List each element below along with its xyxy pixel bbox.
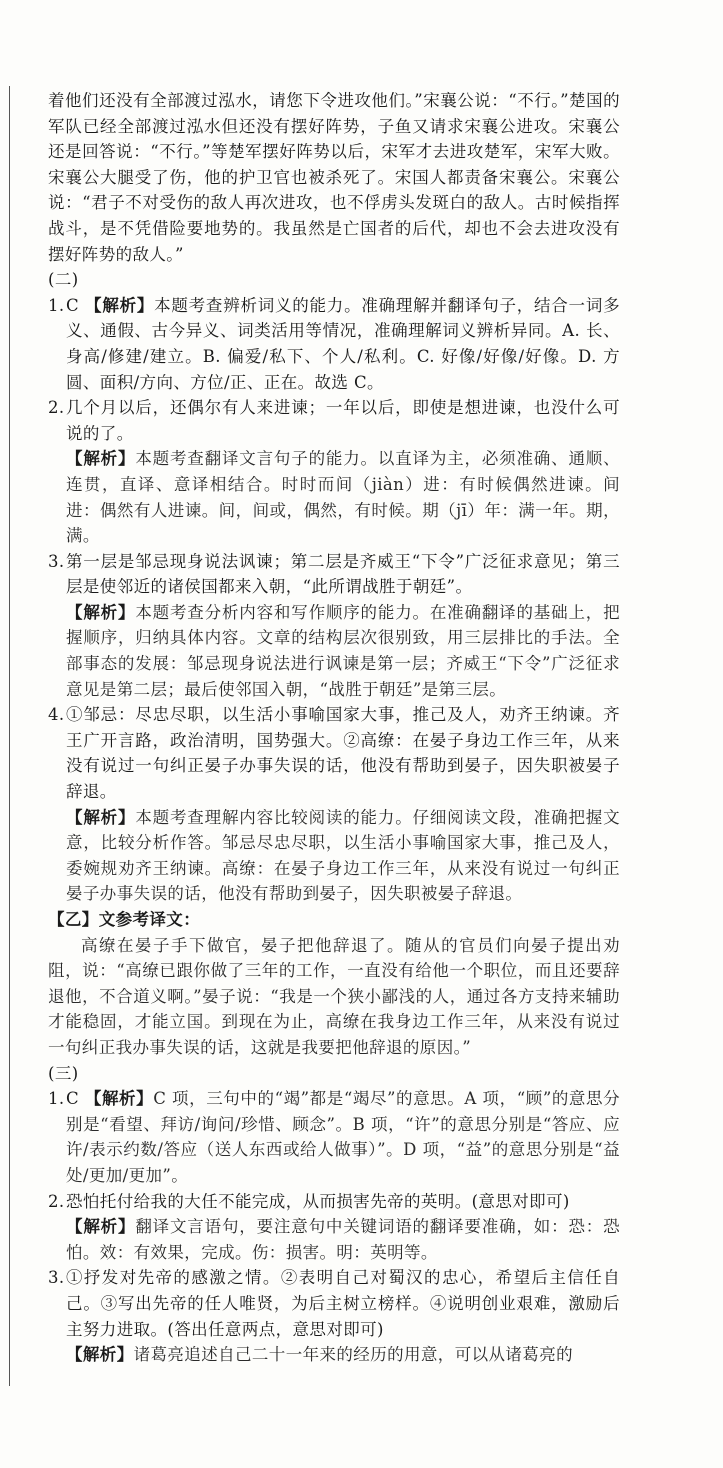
- analysis-text: 本题考查翻译文言句子的能力。以直译为主，必须准确、通顺、连贯，直译、意译相结合。时时而间（jiàn）进：有时候偶然进谏。间进：偶然有人进谏。间，间或，偶然，有时候。期（jī）年：满一年。期，满。: [66, 449, 620, 546]
- translation-text: 高缭在晏子手下做官，晏子把他辞退了。随从的官员们向晏子提出劝阻，说：“高缭已跟你做了三年的工作，一直没有给他一个职位，而且还要辞退他，不合道义啊。”晏子说：“我是一个狭小鄙浅的人，通过各方支持来辅助才能稳固，才能立国。到现在为止，高缭在我身边工作三年，从来没有说过一句纠正我办事失误的话，这就是我要把他辞退的原因。”: [48, 935, 620, 1057]
- analysis-text: 翻译文言语句，要注意句中关键词语的翻译要准确，如：恐：恐怕。效：有效果，完成。伤：损害。明：英明等。: [66, 1217, 620, 1262]
- answer-item: [48, 1265, 620, 1367]
- continued-translation: 着他们还没有全部渡过泓水，请您下令进攻他们。”宋襄公说：“不行。”楚国的军队已经全部渡过泓水但还没有摆好阵势，子鱼又请求宋襄公进攻。宋襄公还是回答说：“不行。”等楚军摆好阵势以后，宋军才去进攻楚军，宋军大败。宋襄公大腿受了伤，他的护卫官也被杀死了。宋国人都责备宋襄公。宋襄公说：“君子不对受伤的敌人再次进攻，也不俘虏头发斑白的敌人。古时候指挥战斗，是不凭借险要地势的。我虽然是亡国者的后代，却也不会去进攻没有摆好阵势的敌人。”: [48, 91, 620, 264]
- analysis-tag: 【解析】: [66, 1345, 134, 1365]
- answer-text: 第一层是邹忌现身说法讽谏；第二层是齐威王“下令”广泛征求意见；第三层是使邻近的诸侯国都来入朝，“此所谓战胜于朝廷”。: [66, 551, 620, 597]
- section-heading-3: (三): [48, 1063, 79, 1083]
- item-number: 2.: [48, 398, 65, 418]
- answer-page: [48, 88, 620, 1368]
- analysis-tag: 【解析】: [66, 449, 136, 469]
- analysis-text: 本题考查分析内容和写作顺序的能力。在准确翻译的基础上，把握顺序，归纳具体内容。文章的结构层次很别致，用三层排比的手法。全部事态的发展：邹忌现身说法进行讽谏是第一层；齐威王“下令”广泛征求意见是第二层；最后使邻国入朝，“战胜于朝廷”是第三层。: [66, 602, 620, 699]
- analysis-text: 诸葛亮追述自己二十一年来的经历的用意，可以从诸葛亮的: [133, 1345, 574, 1365]
- analysis-text: 本题考查理解内容比较阅读的能力。仔细阅读文段，准确把握文意，比较分析作答。邹忌尽忠尽职，以生活小事喻国家大事，推己及人，委婉规劝齐王纳谏。高缭：在晏子身边工作三年，从来没有说过一句纠正晏子办事失误的话，他没有帮助到晏子，因失职被晏子辞退。: [66, 807, 620, 904]
- analysis-tag: 【解析】: [85, 295, 155, 315]
- answer-item: [48, 293, 620, 395]
- answer-text: C: [66, 295, 86, 315]
- analysis-text: 本题考查辨析词义的能力。准确理解并翻译句子，结合一词多义、通假、古今异义、词类活用等情况，准确理解词义辨析异同。A. 长、身高/修建/建立。B. 偏爱/私下、个人/私利。C. 好像/好像/好像。D. 方圆、面积/方向、方位/正、正在。故选 C。: [66, 295, 620, 392]
- analysis-tag: 【解析】: [84, 1089, 154, 1109]
- analysis-tag: 【解析】: [66, 807, 136, 827]
- item-number: 1.: [48, 295, 65, 315]
- translation-heading: 【乙】文参考译文：: [48, 910, 201, 929]
- answer-item: [48, 1189, 620, 1266]
- section-heading-2: (二): [48, 270, 79, 290]
- answer-text: ①抒发对先帝的感激之情。②表明自己对蜀汉的忠心，希望后主信任自己。③写出先帝的任人唯贤，为后主树立榜样。④说明创业艰难，激励后主努力进取。(答出任意两点，意思对即可): [66, 1268, 620, 1339]
- answer-item: [48, 395, 620, 549]
- item-number: 4.: [48, 705, 65, 725]
- answer-item: [48, 1086, 620, 1188]
- analysis-tag: 【解析】: [66, 1217, 136, 1237]
- answer-text: 几个月以后，还偶尔有人来进谏；一年以后，即使是想进谏，也没什么可说的了。: [66, 398, 620, 443]
- item-number: 3.: [48, 1268, 65, 1288]
- answer-text: C: [66, 1089, 85, 1109]
- analysis-tag: 【解析】: [66, 602, 136, 622]
- answer-item: [48, 549, 620, 703]
- analysis-text: C 项，三句中的“竭”都是“竭尽”的意思。A 项，“顾”的意思分别是“看望、拜访/询问/珍惜、顾念”。B 项，“许”的意思分别是“答应、应许/表示约数/答应（送人东西或给人做事）”。D 项，“益”的意思分别是“益处/更加/更加”。: [66, 1089, 620, 1185]
- item-number: 2.: [48, 1191, 65, 1211]
- margin-rule: [9, 86, 10, 1386]
- answer-text: ①邹忌：尽忠尽职，以生活小事喻国家大事，推己及人，劝齐王纳谏。齐王广开言路，政治清明，国势强大。②高缭：在晏子身边工作三年，从来没有说过一句纠正晏子办事失误的话，他没有帮助到晏子，因失职被晏子辞退。: [66, 705, 620, 802]
- answer-text: 恐怕托付给我的大任不能完成，从而损害先帝的英明。(意思对即可): [66, 1191, 570, 1211]
- item-number: 3.: [48, 551, 65, 571]
- item-number: 1.: [48, 1089, 65, 1109]
- answer-item: [48, 702, 620, 907]
